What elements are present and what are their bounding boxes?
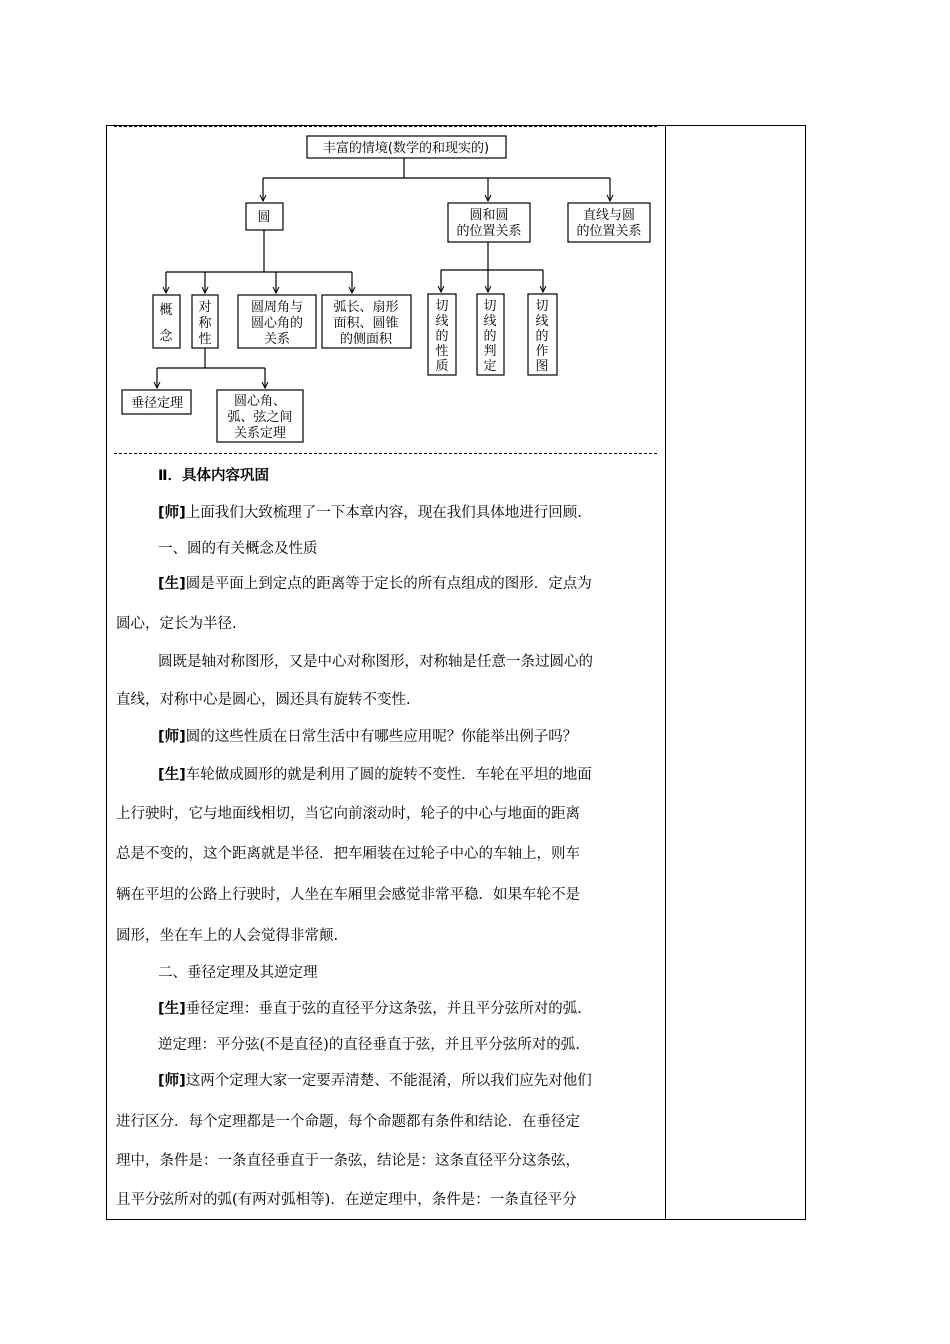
symmetry-label-char: 对 [198,300,212,315]
symmetry-label-char: 性 [198,332,212,347]
tangent-construction-label-char: 线 [535,314,549,329]
line-circle-label-line1: 直线与圆 [582,208,636,223]
student-role-tag: [生] [158,1001,186,1017]
tangent-construction-label-char: 切 [535,299,549,314]
subsection-heading: 二、垂径定理及其逆定理 [158,965,318,981]
central-angle-label-line: 弧、弦之间 [227,410,293,425]
tangent-criterion-label-char: 的 [483,329,497,344]
tangent-construction-label-char: 的 [535,329,549,344]
paragraph-text: 圆的这些性质在日常生活中有哪些应用呢？你能举出例子吗？ [185,729,578,745]
paragraph-line: 且平分弦所对的弧(有两对弧相等)．在逆定理中，条件是：一条直径平分 [116,1192,577,1208]
arc-length-label-line: 弧长、扇形 [333,300,399,315]
arc-length-label-line: 面积、圆锥 [333,316,399,331]
tangent-property-label-char: 性 [435,344,449,359]
student-role-tag: [生] [158,767,186,783]
inscribed-angle-label-line: 关系 [263,332,291,347]
paragraph-line: 圆既是轴对称图形，又是中心对称图形，对称轴是任意一条过圆心的 [158,654,593,670]
section-heading: Ⅱ．具体内容巩固 [158,468,270,484]
line-circle-label-line2: 的位置关系 [576,224,642,239]
paragraph-line: 圆心，定长为半径. [116,616,237,632]
tangent-property-label-char: 质 [435,359,449,374]
circle-circle-label-line2: 的位置关系 [456,224,522,239]
circle-node-label: 圆 [257,210,271,225]
tangent-property-label-char: 的 [435,329,449,344]
tangent-property-label-char: 切 [435,299,449,314]
circle-circle-label-line1: 圆和圆 [469,208,509,223]
inscribed-angle-label-line: 圆心角的 [250,316,304,331]
paragraph-text: 垂径定理：垂直于弦的直径平分这条弦，并且平分弦所对的弧. [185,1001,582,1017]
tangent-property-label-char: 线 [435,314,449,329]
central-angle-label-line: 圆心角、 [233,394,287,409]
paragraph-line: 直线，对称中心是圆心，圆还具有旋转不变性. [116,692,411,708]
symmetry-label-char: 称 [198,316,212,331]
paragraph-line: 辆在平坦的公路上行驶时，人坐在车厢里会感觉非常平稳．如果车轮不是 [116,887,580,903]
concept-label-char: 概 [159,303,173,318]
teacher-role-tag: [师] [158,729,186,745]
teacher-paragraph [158,1071,592,1091]
inscribed-angle-label-line: 圆周角与 [250,300,304,315]
tangent-criterion-label-char: 判 [483,344,497,359]
tangent-criterion-label-char: 定 [483,359,497,374]
concept-label-char: 念 [159,329,173,344]
student-role-tag: [生] [158,576,186,592]
teacher-paragraph [158,503,582,523]
chapter-structure-diagram [0,0,950,470]
student-paragraph [158,574,592,594]
subsection-heading: 一、圆的有关概念及性质 [158,541,318,557]
arc-length-label-line: 的侧面积 [339,332,393,347]
teacher-role-tag: [师] [158,505,186,521]
paragraph-text: 上面我们大致梳理了一下本章内容，现在我们具体地进行回顾. [185,505,582,521]
paragraph-line: 上行驶时，它与地面线相切，当它向前滚动时，轮子的中心与地面的距离 [116,806,580,822]
paragraph-line: 理中，条件是：一条直径垂直于一条弦，结论是：这条直径平分这条弦， [116,1153,580,1169]
tangent-construction-label-char: 图 [535,359,549,374]
paragraph-line: 总是不变的，这个距离就是半径．把车厢装在过轮子中心的车轴上，则车 [116,846,580,862]
perpendicular-theorem-label: 垂径定理 [130,396,184,411]
student-paragraph [158,765,592,785]
paragraph-text: 圆是平面上到定点的距离等于定长的所有点组成的图形．定点为 [185,576,592,592]
central-angle-label-line: 关系定理 [233,426,287,441]
tangent-criterion-label-char: 切 [483,299,497,314]
student-paragraph [158,999,582,1019]
paragraph-line: 圆形，坐在车上的人会觉得非常颠. [116,928,339,944]
root-node-label: 丰富的情境(数学的和现实的) [322,141,490,156]
tangent-criterion-label-char: 线 [483,314,497,329]
paragraph-line: 进行区分．每个定理都是一个命题，每个命题都有条件和结论．在垂径定 [116,1114,580,1130]
paragraph-text: 车轮做成圆形的就是利用了圆的旋转不变性．车轮在平坦的地面 [185,767,592,783]
teacher-role-tag: [师] [158,1073,186,1089]
teacher-paragraph [158,727,577,747]
paragraph-text: 这两个定理大家一定要弄清楚、不能混淆，所以我们应先对他们 [185,1073,592,1089]
paragraph-line: 逆定理：平分弦(不是直径)的直径垂直于弦，并且平分弦所对的弧. [158,1037,580,1053]
tangent-construction-label-char: 作 [535,344,549,359]
